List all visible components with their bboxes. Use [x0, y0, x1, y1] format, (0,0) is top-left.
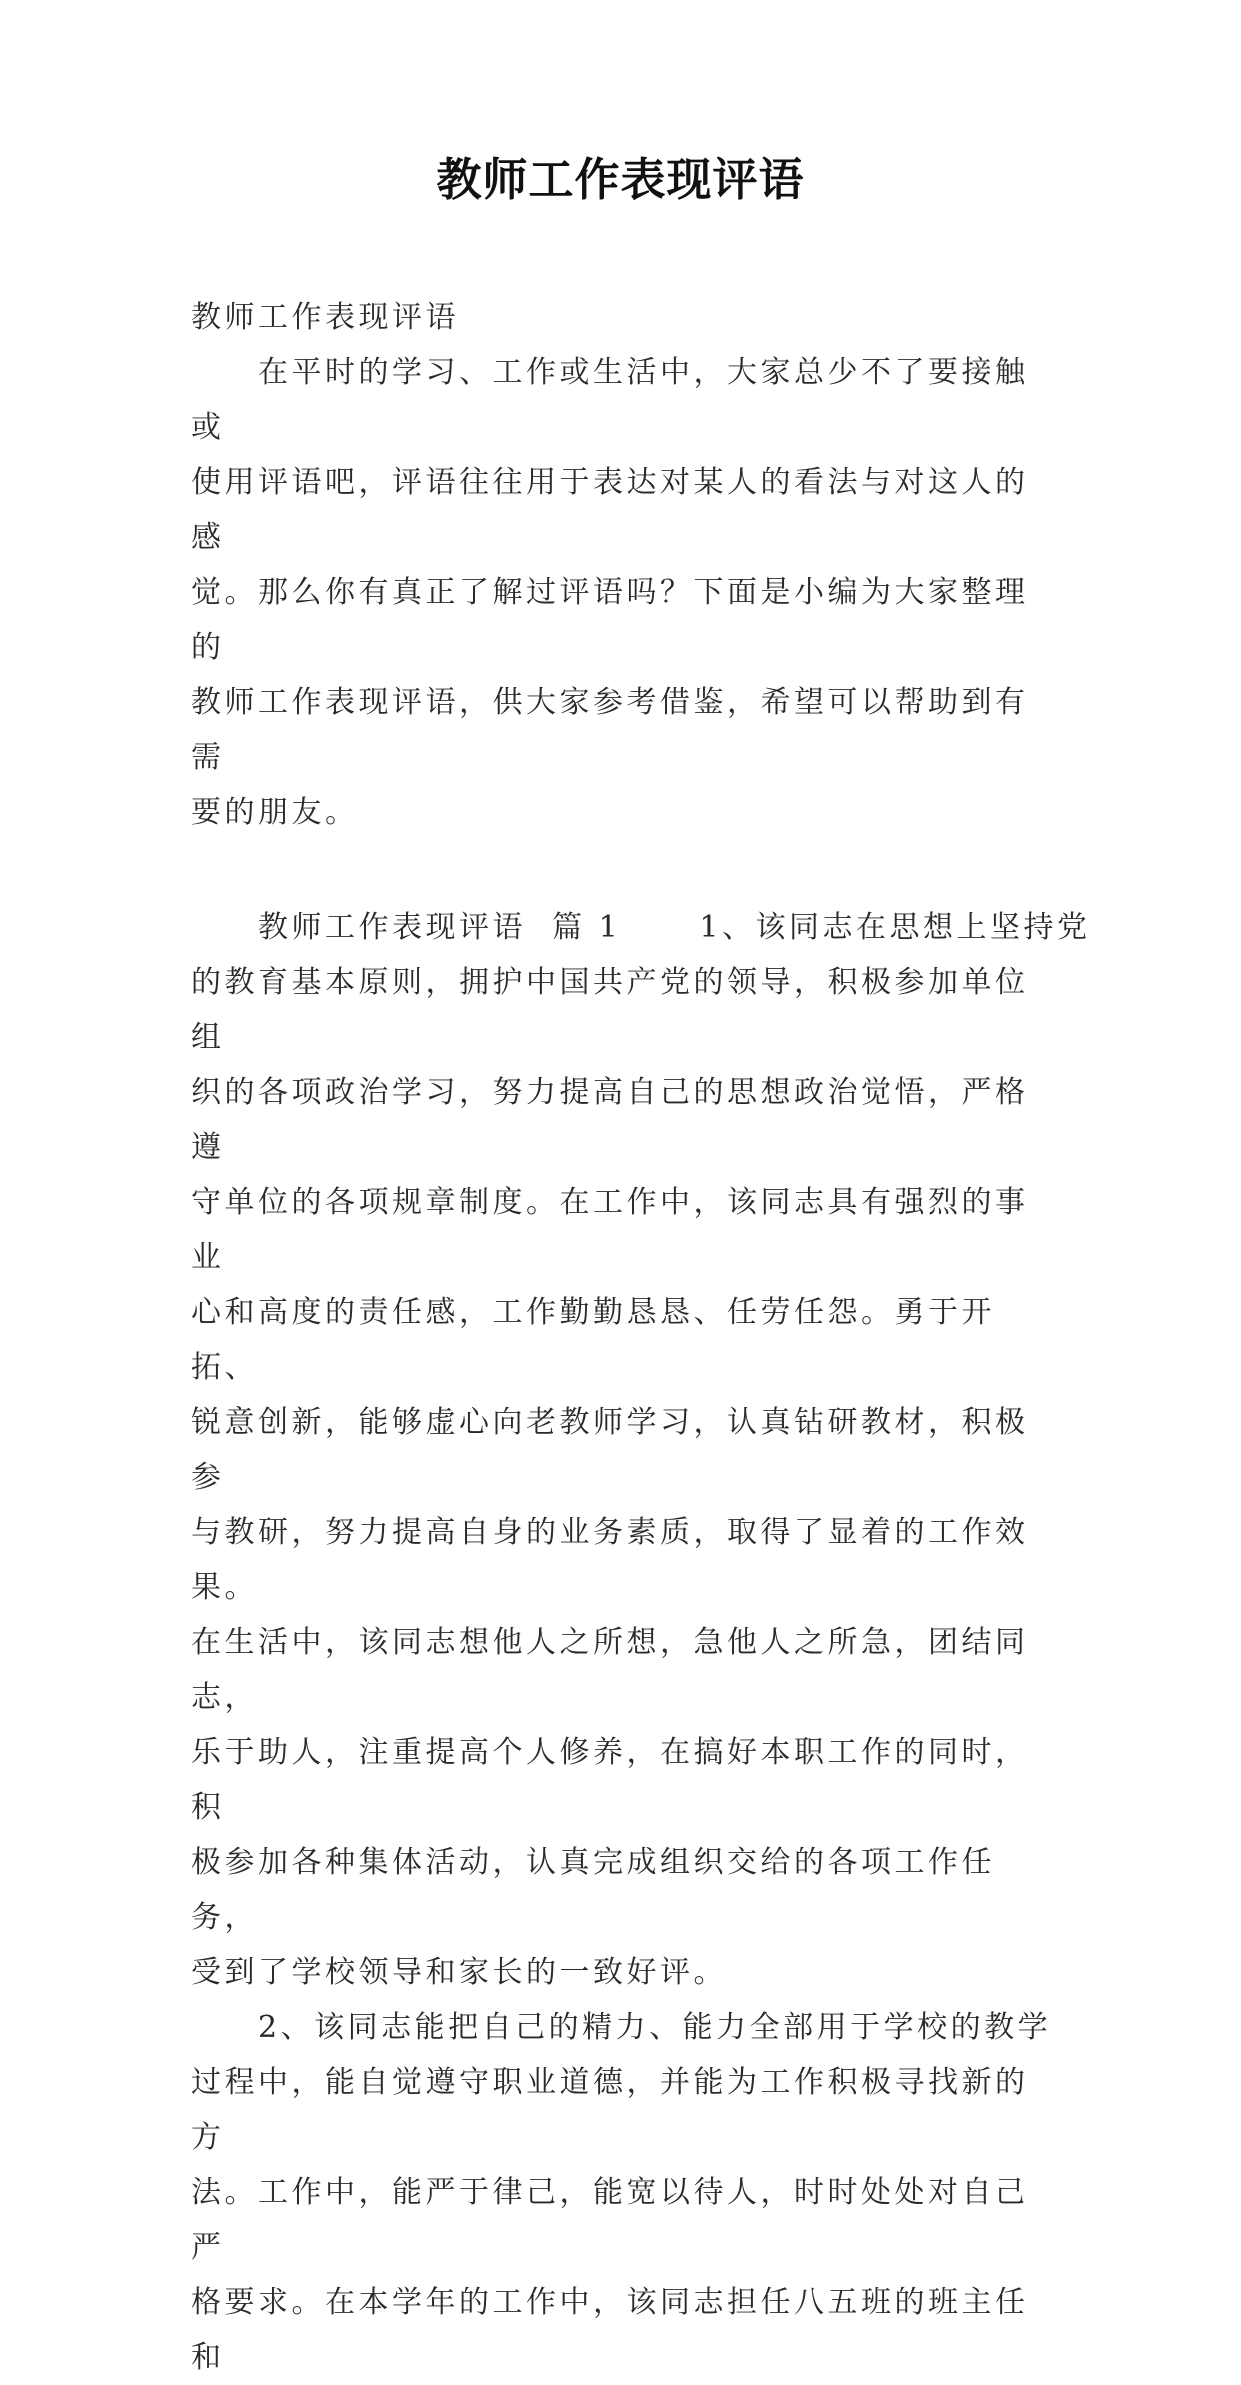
- intro-paragraph: [191, 345, 1061, 840]
- section-2-paragraph: [191, 2000, 1061, 2385]
- section-1-line: 与教研，努力提高自身的业务素质，取得了显着的工作效果。: [191, 1515, 1029, 1605]
- section-2-line: 过程中，能自觉遵守职业道德，并能为工作积极寻找新的方: [191, 2065, 1029, 2155]
- section-1-line: 锐意创新，能够虚心向老教师学习，认真钻研教材，积极参: [191, 1405, 1029, 1495]
- section-1-line: 教师工作表现评语 篇 1 1、该同志在思想上坚持党: [258, 910, 1091, 945]
- section-1-line: 织的各项政治学习，努力提高自己的思想政治觉悟，严格遵: [191, 1075, 1029, 1165]
- section-1-line: 在生活中，该同志想他人之所想，急他人之所急，团结同志，: [191, 1625, 1029, 1715]
- document-body: [191, 290, 1091, 2385]
- intro-line: 教师工作表现评语，供大家参考借鉴，希望可以帮助到有需: [191, 685, 1029, 775]
- section-1-line: 极参加各种集体活动，认真完成组织交给的各项工作任务，: [191, 1845, 995, 1935]
- section-1-line: 受到了学校领导和家长的一致好评。: [191, 1955, 727, 1990]
- section-1-line: 的教育基本原则，拥护中国共产党的领导，积极参加单位组: [191, 965, 1029, 1055]
- section-1-line: 守单位的各项规章制度。在工作中，该同志具有强烈的事业: [191, 1185, 1029, 1275]
- section-1-line: 乐于助人，注重提高个人修养，在搞好本职工作的同时，积: [191, 1735, 1029, 1825]
- intro-heading: 教师工作表现评语: [191, 300, 459, 335]
- intro-line: 觉。那么你有真正了解过评语吗？下面是小编为大家整理的: [191, 575, 1029, 665]
- section-1-line: 心和高度的责任感，工作勤勤恳恳、任劳任怨。勇于开拓、: [191, 1295, 995, 1385]
- intro-line: 要的朋友。: [191, 795, 359, 830]
- intro-line: 在平时的学习、工作或生活中，大家总少不了要接触或: [191, 355, 1029, 445]
- paragraph-spacer: [191, 840, 1061, 900]
- section-2-line: 2、该同志能把自己的精力、能力全部用于学校的教学: [258, 2010, 1052, 2045]
- section-2-line: 法。工作中，能严于律己，能宽以待人，时时处处对自己严: [191, 2175, 1029, 2265]
- intro-line: 使用评语吧，评语往往用于表达对某人的看法与对这人的感: [191, 465, 1029, 555]
- document-title: 教师工作表现评语: [436, 153, 805, 206]
- section-1-paragraph: [191, 900, 1091, 2000]
- section-2-line: 格要求。在本学年的工作中，该同志担任八五班的班主任和: [191, 2285, 1029, 2375]
